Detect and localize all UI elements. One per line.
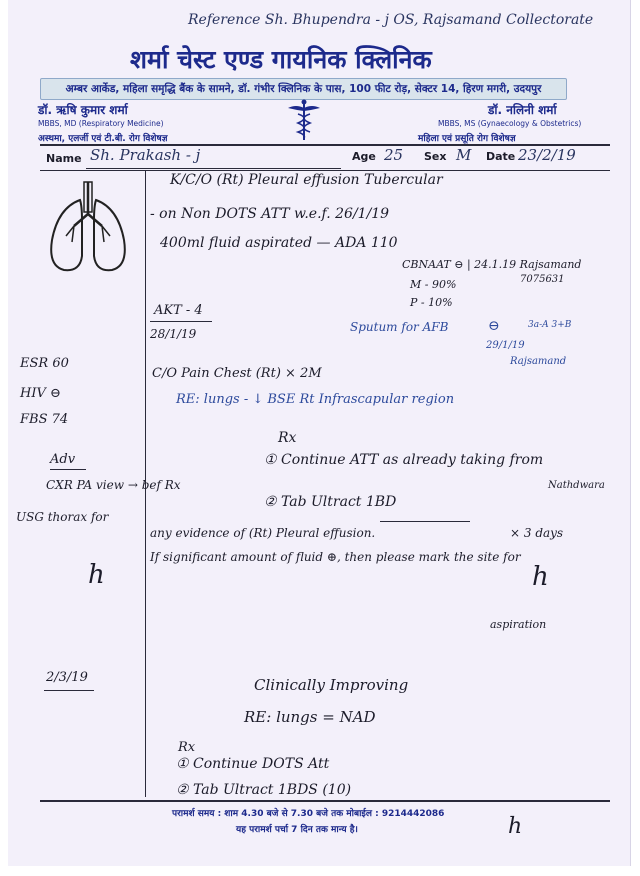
sex-value: M bbox=[456, 146, 472, 164]
doctor-right-specialty: महिला एवं प्रसूति रोग विशेषज्ञ bbox=[418, 134, 516, 144]
footer-divider bbox=[40, 800, 610, 802]
sputum-place: Rajsamand bbox=[510, 356, 567, 367]
doctor-right-name: डॉ. नलिनी शर्मा bbox=[488, 103, 557, 117]
followup-re-lungs: RE: lungs = NAD bbox=[244, 708, 376, 726]
m-value: M - 90% bbox=[410, 278, 457, 291]
age-label: Age bbox=[352, 150, 376, 163]
adv-underline bbox=[50, 469, 86, 470]
history-line-2: - on Non DOTS ATT w.e.f. 26/1/19 bbox=[150, 206, 390, 222]
doctor-left-name: डॉ. ऋषि कुमार शर्मा bbox=[38, 103, 128, 117]
doctor-left-specialty: अस्थमा, एलर्जी एवं टी.बी. रोग विशेषज्ञ bbox=[38, 134, 168, 144]
name-label: Name bbox=[46, 152, 82, 165]
clinic-name: शर्मा चेस्ट एण्ड गायनिक क्लिनिक bbox=[130, 45, 432, 74]
plan-item-2-dash bbox=[380, 521, 470, 522]
sputum-result: ⊖ bbox=[488, 318, 500, 334]
sex-label: Sex bbox=[424, 150, 447, 163]
age-value: 25 bbox=[384, 146, 404, 164]
sputum-line: Sputum for AFB bbox=[350, 320, 449, 334]
plan-item-2-duration: × 3 days bbox=[510, 526, 564, 540]
aspiration-tail: aspiration bbox=[490, 618, 547, 631]
name-value: Sh. Prakash - j bbox=[90, 146, 201, 164]
akt-date: 28/1/19 bbox=[150, 327, 197, 341]
followup-date-underline bbox=[44, 690, 94, 691]
adv-label: Adv bbox=[50, 452, 76, 467]
caduceus-icon bbox=[284, 98, 324, 142]
doctor-right-degree: MBBS, MS (Gynaecology & Obstetrics) bbox=[438, 119, 582, 128]
rx-symbol-2: Rx bbox=[178, 740, 196, 755]
footer-timings: परामर्श समय : शाम 4.30 बजे से 7.30 बजे तक मोबाईल : 9214442086 bbox=[172, 809, 445, 819]
followup-date: 2/3/19 bbox=[46, 670, 88, 685]
re-lungs-line: RE: lungs - ↓ BSE Rt Infrascapular region bbox=[176, 392, 455, 407]
date-value: 23/2/19 bbox=[518, 146, 576, 164]
fbs-value: FBS 74 bbox=[20, 412, 69, 427]
akt-label: AKT - 4 bbox=[154, 303, 203, 318]
history-line-3: 400ml fluid aspirated — ADA 110 bbox=[160, 235, 398, 251]
patient-divider bbox=[40, 170, 610, 171]
cbnaat-id: 7075631 bbox=[520, 274, 565, 285]
footer-signature: h bbox=[508, 814, 523, 839]
esr-value: ESR 60 bbox=[20, 356, 69, 371]
doctor-left-degree: MBBS, MD (Respiratory Medicine) bbox=[38, 119, 164, 128]
date-label: Date bbox=[486, 150, 516, 163]
p-value: P - 10% bbox=[410, 296, 453, 309]
address-banner bbox=[40, 78, 567, 100]
cbnaat-line: CBNAAT ⊖ | 24.1.19 Rajsamand bbox=[402, 258, 582, 271]
history-line-1: K/C/O (Rt) Pleural effusion Tubercular bbox=[170, 172, 443, 188]
cxr-advice: CXR PA view → bef Rx bbox=[46, 478, 181, 492]
clinically-improving: Clinically Improving bbox=[254, 676, 409, 694]
plan-item-1-tail: Nathdwara bbox=[548, 480, 605, 491]
plan-item-2: ② Tab Ultract 1BD bbox=[264, 494, 397, 510]
hiv-value: HIV ⊖ bbox=[20, 386, 61, 401]
followup-item-1: ① Continue DOTS Att bbox=[176, 756, 330, 772]
aspiration-line: If significant amount of fluid ⊕, then please mark the site for bbox=[150, 550, 521, 564]
plan-item-1: ① Continue ATT as already taking from bbox=[264, 452, 544, 468]
followup-item-2: ② Tab Ultract 1BDS (10) bbox=[176, 782, 352, 798]
footer-validity: यह परामर्श पर्चा 7 दिन तक मान्य है। bbox=[236, 825, 358, 835]
usg-advice: USG thorax for bbox=[16, 510, 109, 524]
doctor-signature-2: h bbox=[532, 562, 549, 592]
address-text: अम्बर आर्केड, महिला समृद्धि बैंक के सामने, डॉ. गंभीर क्लिनिक के पास, 100 फीट रोड़, सेक्टर 14, हिरण मगरी, उदयपुर bbox=[65, 83, 542, 95]
rx-symbol-1: Rx bbox=[278, 430, 297, 446]
reference-note: Reference Sh. Bhupendra - j OS, Rajsamand Collectorate bbox=[188, 12, 594, 28]
sputum-date: 29/1/19 bbox=[486, 340, 525, 351]
lungs-icon bbox=[44, 180, 132, 276]
doctor-signature-1: h bbox=[88, 560, 105, 590]
usg-advice-continued: any evidence of (Rt) Pleural effusion. bbox=[150, 526, 376, 540]
akt-underline bbox=[150, 321, 212, 322]
complaint-line: C/O Pain Chest (Rt) × 2M bbox=[152, 366, 322, 381]
sputum-result-note: 3a-A 3+B bbox=[528, 320, 572, 330]
name-underline bbox=[86, 168, 341, 169]
